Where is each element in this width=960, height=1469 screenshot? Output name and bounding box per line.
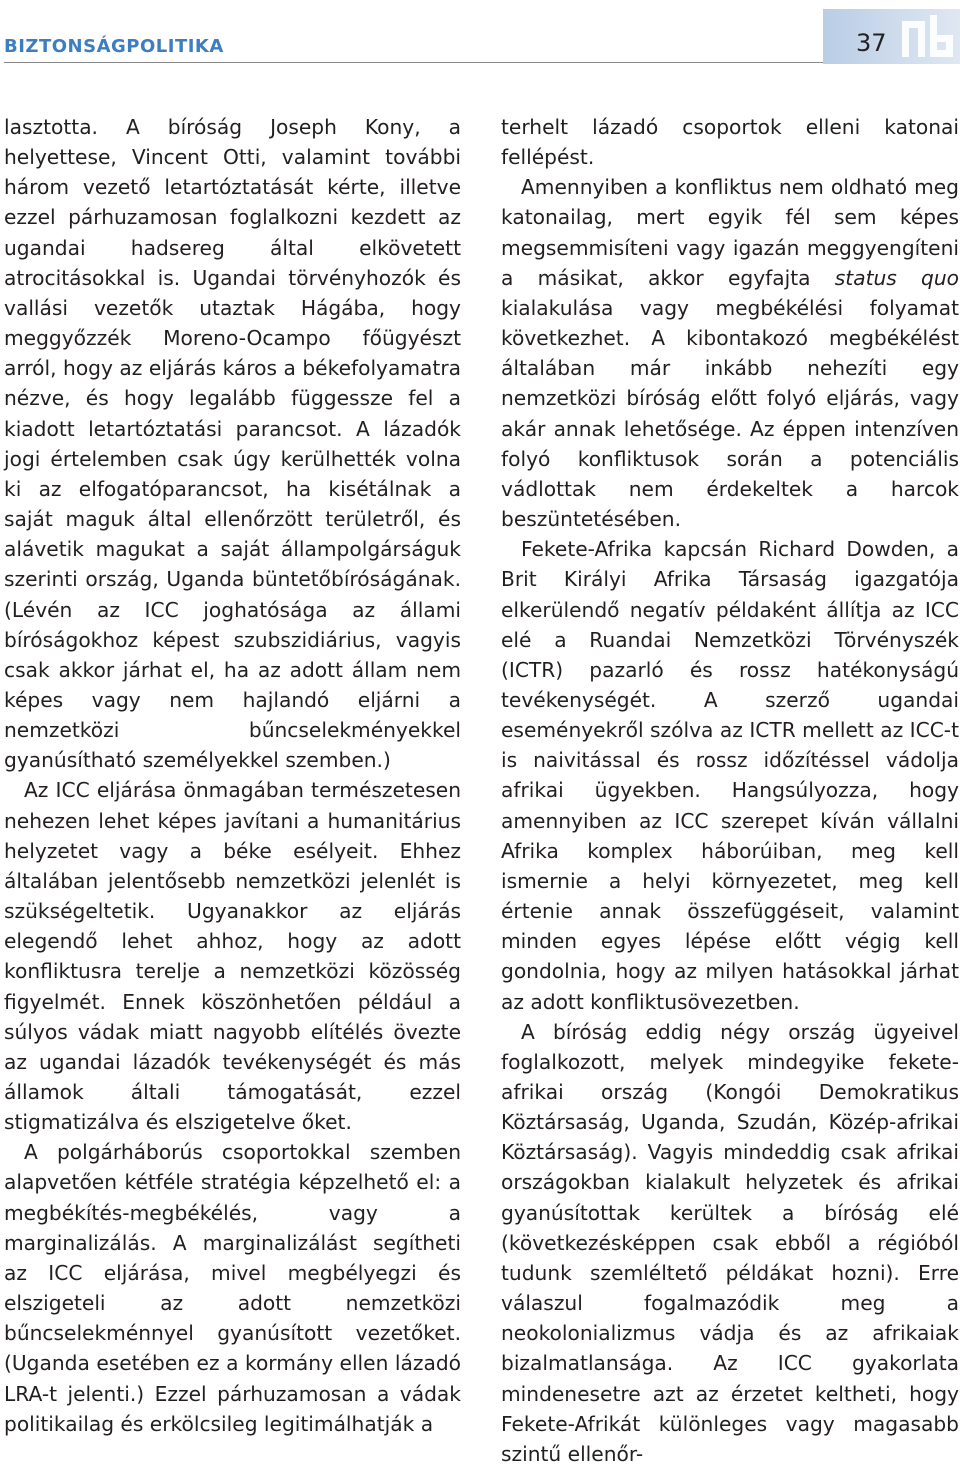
paragraph: A bíróság eddig négy ország ügyeivel foglalkozott, melyek mindegyike fekete-afrikai ország (Kongói Demokratikus Köztársaság, Uganda, Szudán, Közép-afrikai Köztársaság). Vagyis mindeddig csak afrikai országokban kialakult helyzetek és afrikai gyanúsítottak kerültek a bíróság elé (következésképpen csak ebből a régióból tudunk szemléltető példákat hozni). Erre válaszul fogalmazódik meg a neokolonializmus vádja és az afrikaiak bizalmatlansága. Az ICC gyakorlata mindenesetre azt az érzetet keltheti, hogy Fekete-Afrikát különleges vagy magasabb szintű ellenőr- (501, 1019, 959, 1466)
section-title: BIZTONSÁGPOLITIKA (4, 36, 224, 57)
left-column (4, 112, 461, 1439)
header-rule (4, 62, 824, 63)
paragraph: Az ICC eljárása önmagában természetesen nehezen lehet képes javítani a humanitárius helyzetet vagy a béke esélyeit. Ehhez általában jelentősebb nemzetközi jelenlét is szükségeltetik. Ugyanakkor az eljárás elegendő lehet ahhoz, hogy az adott konfliktusra terelje a nemzetközi közösség figyelmét. Ennek köszönhetően például a súlyos vádak miatt nagyobb elítélés övezte az ugandai lázadók tevékenységét és más államok általi támogatását, ezzel stigmatizálva és elszigetelve őket. (4, 778, 461, 1135)
paragraph: A polgárháborús csoportokkal szemben alapvetően kétféle stratégia képzelhető el: a megbékítés-megbékélés, vagy a marginalizálás. A marginalizálást segítheti az ICC eljárása, mivel megbélyegzi és elszigeteli az adott nemzetközi bűncselekménnyel gyanúsított vezetőket. (Uganda esetében ez a kormány ellen lázadó LRA-t jelenti.) Ezzel párhuzamosan a vádak politikailag és erkölcsileg legitimálhatják a (4, 1140, 461, 1436)
paragraph: terhelt lázadó csoportok elleni katonai fellépést. (501, 115, 959, 170)
paragraph (501, 172, 959, 534)
italic-term: status quo (834, 265, 959, 290)
page-header (0, 0, 960, 66)
page-number: 37 (856, 29, 887, 57)
paragraph-text: Amennyiben a konfliktus nem oldható meg katonailag, mert egyik fél sem képes megsemmisíteni vagy igazán meggyengíteni a másikat, akkor egyfajta (501, 175, 959, 290)
journal-logo-icon (898, 13, 956, 61)
paragraph: lasztotta. A bíróság Joseph Kony, a helyettese, Vincent Otti, valamint további három vezető letartóztatását kérte, illetve ezzel párhuzamosan foglalkozni kezdett az ugandai hadsereg által elkövetett atrocitásokkal is. Ugandai törvényhozók és vallási vezetők utaztak Hágába, hogy meggyőzzék Moreno-Ocampo főügyészt arról, hogy az eljárás káros a békefolyamatra nézve, és hogy legalább függessze fel a kiadott letartóztatási parancsot. A lázadók jogi értelemben csak úgy kerülhették volna ki az elfogatóparancsot, ha kisétálnak a saját maguk által ellenőrzött területről, és alávetik magukat a saját állampolgárságuk szerinti ország, Uganda büntetőbíróságának. (Lévén az ICC joghatósága az állami bíróságokhoz képest szubszidiárius, vagyis csak akkor járhat el, ha az adott állam nem képes vagy nem hajlandó eljárni a nemzetközi bűncselekményekkel gyanúsítható személyekkel szemben.) (4, 115, 461, 773)
paragraph-text: kialakulása vagy megbékélési folyamat következhet. A kibontakozó megbékélést általában már inkább nehezíti egy nemzetközi bíróság előtt folyó eljárás, vagy akár annak lehetősége. Az éppen intenzíven folyó konfliktusok során a potenciális vádlottak nem érdekeltek a harcok beszüntetésében. (501, 295, 959, 532)
page-number-box (823, 9, 960, 64)
right-column (501, 112, 959, 1469)
paragraph: Fekete-Afrika kapcsán Richard Dowden, a Brit Királyi Afrika Társaság igazgatója elkerülendő negatív példaként állítja az ICC elé a Ruandai Nemzetközi Törvényszék (ICTR) pazarló és rossz hatékonyságú tevékenységét. A szerző ugandai eseményekről szólva az ICTR mellett az ICC-t is naivitással és rossz időzítéssel vádolja afrikai ügyekben. Hangsúlyozza, hogy amennyiben az ICC szerepet kíván vállalni Afrika komplex háborúiban, meg kell ismernie a helyi környezetet, meg kell értenie annak összefüggéseit, valamint minden egyes lépése előtt végig kell gondolnia, hogy az milyen hatásokkal járhat az adott konfliktusövezetben. (501, 537, 959, 1014)
